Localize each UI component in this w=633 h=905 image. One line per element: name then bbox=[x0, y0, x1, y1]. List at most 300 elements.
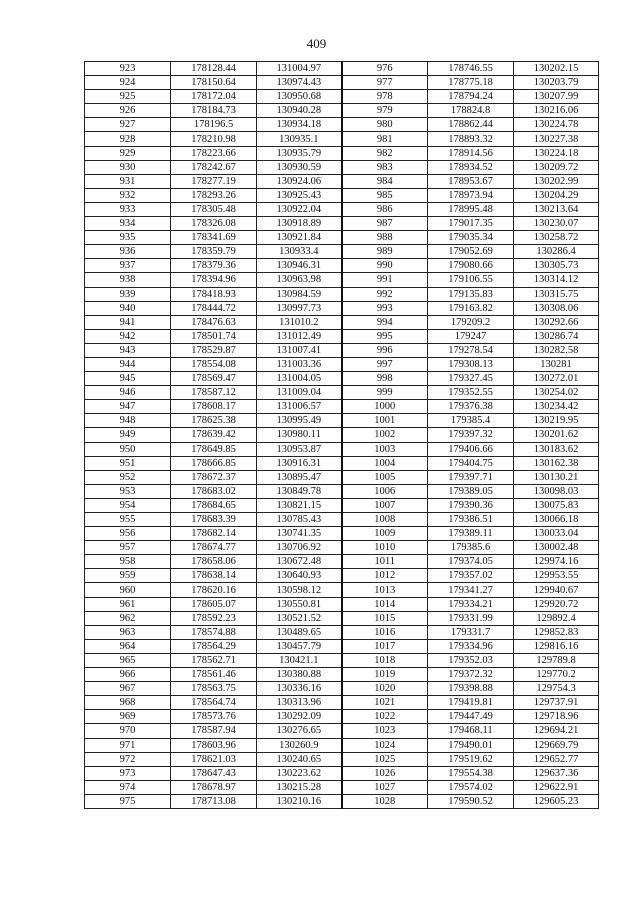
y-coordinate-cell: 130201.62 bbox=[514, 428, 599, 442]
x-coordinate-cell: 179341.27 bbox=[428, 583, 514, 597]
y-coordinate-cell: 130066.18 bbox=[514, 513, 599, 527]
point-number-cell: 991 bbox=[342, 273, 428, 287]
table-row bbox=[85, 682, 599, 696]
point-number-cell: 1015 bbox=[342, 611, 428, 625]
table-row bbox=[85, 738, 599, 752]
point-number-cell: 1028 bbox=[342, 794, 428, 808]
x-coordinate-cell: 179106.55 bbox=[428, 273, 514, 287]
y-coordinate-cell: 130315.75 bbox=[514, 287, 599, 301]
y-coordinate-cell: 131004.05 bbox=[257, 372, 342, 386]
point-number-cell: 1027 bbox=[342, 780, 428, 794]
x-coordinate-cell: 178995.48 bbox=[428, 202, 514, 216]
y-coordinate-cell: 131009.04 bbox=[257, 386, 342, 400]
x-coordinate-cell: 178242.67 bbox=[171, 160, 257, 174]
x-coordinate-cell: 179519.62 bbox=[428, 752, 514, 766]
x-coordinate-cell: 179406.66 bbox=[428, 442, 514, 456]
x-coordinate-cell: 178674.77 bbox=[171, 541, 257, 555]
y-coordinate-cell: 130240.65 bbox=[257, 752, 342, 766]
y-coordinate-cell: 130706.92 bbox=[257, 541, 342, 555]
y-coordinate-cell: 130209.72 bbox=[514, 160, 599, 174]
x-coordinate-cell: 178649.85 bbox=[171, 442, 257, 456]
point-number-cell: 934 bbox=[85, 217, 171, 231]
point-number-cell: 1025 bbox=[342, 752, 428, 766]
point-number-cell: 1014 bbox=[342, 597, 428, 611]
y-coordinate-cell: 129694.21 bbox=[514, 724, 599, 738]
x-coordinate-cell: 178672.37 bbox=[171, 470, 257, 484]
table-row bbox=[85, 188, 599, 202]
y-coordinate-cell: 130922.04 bbox=[257, 202, 342, 216]
y-coordinate-cell: 130935.1 bbox=[257, 132, 342, 146]
x-coordinate-cell: 178824.8 bbox=[428, 104, 514, 118]
y-coordinate-cell: 130204.29 bbox=[514, 188, 599, 202]
point-number-cell: 932 bbox=[85, 188, 171, 202]
point-number-cell: 935 bbox=[85, 231, 171, 245]
x-coordinate-cell: 178418.93 bbox=[171, 287, 257, 301]
table-row bbox=[85, 541, 599, 555]
x-coordinate-cell: 178554.08 bbox=[171, 357, 257, 371]
point-number-cell: 960 bbox=[85, 583, 171, 597]
table-row bbox=[85, 315, 599, 329]
point-number-cell: 971 bbox=[85, 738, 171, 752]
table-row bbox=[85, 752, 599, 766]
y-coordinate-cell: 130286.74 bbox=[514, 329, 599, 343]
point-number-cell: 1018 bbox=[342, 653, 428, 667]
point-number-cell: 1000 bbox=[342, 400, 428, 414]
x-coordinate-cell: 179386.51 bbox=[428, 513, 514, 527]
point-number-cell: 927 bbox=[85, 118, 171, 132]
x-coordinate-cell: 178587.12 bbox=[171, 386, 257, 400]
y-coordinate-cell: 129852.83 bbox=[514, 625, 599, 639]
x-coordinate-cell: 178794.24 bbox=[428, 90, 514, 104]
x-coordinate-cell: 179163.82 bbox=[428, 301, 514, 315]
point-number-cell: 1019 bbox=[342, 668, 428, 682]
point-number-cell: 974 bbox=[85, 780, 171, 794]
table-row bbox=[85, 724, 599, 738]
x-coordinate-cell: 179385.6 bbox=[428, 541, 514, 555]
y-coordinate-cell: 130258.72 bbox=[514, 231, 599, 245]
x-coordinate-cell: 179404.75 bbox=[428, 456, 514, 470]
x-coordinate-cell: 178953.67 bbox=[428, 174, 514, 188]
y-coordinate-cell: 130930.59 bbox=[257, 160, 342, 174]
point-number-cell: 943 bbox=[85, 343, 171, 357]
point-number-cell: 964 bbox=[85, 639, 171, 653]
table-row bbox=[85, 329, 599, 343]
y-coordinate-cell: 130895.47 bbox=[257, 470, 342, 484]
y-coordinate-cell: 131003.36 bbox=[257, 357, 342, 371]
point-number-cell: 1002 bbox=[342, 428, 428, 442]
point-number-cell: 941 bbox=[85, 315, 171, 329]
x-coordinate-cell: 178359.79 bbox=[171, 245, 257, 259]
y-coordinate-cell: 130946.31 bbox=[257, 259, 342, 273]
x-coordinate-cell: 178561.46 bbox=[171, 668, 257, 682]
table-row bbox=[85, 301, 599, 315]
table-row bbox=[85, 456, 599, 470]
x-coordinate-cell: 178379.36 bbox=[171, 259, 257, 273]
point-number-cell: 1023 bbox=[342, 724, 428, 738]
y-coordinate-cell: 130292.09 bbox=[257, 710, 342, 724]
point-number-cell: 925 bbox=[85, 90, 171, 104]
x-coordinate-cell: 178608.17 bbox=[171, 400, 257, 414]
x-coordinate-cell: 178501.74 bbox=[171, 329, 257, 343]
table-row bbox=[85, 118, 599, 132]
y-coordinate-cell: 130224.78 bbox=[514, 118, 599, 132]
x-coordinate-cell: 178150.64 bbox=[171, 76, 257, 90]
table-row bbox=[85, 146, 599, 160]
y-coordinate-cell: 130272.01 bbox=[514, 372, 599, 386]
y-coordinate-cell: 130995.49 bbox=[257, 414, 342, 428]
point-number-cell: 955 bbox=[85, 513, 171, 527]
y-coordinate-cell: 131006.57 bbox=[257, 400, 342, 414]
y-coordinate-cell: 130183.62 bbox=[514, 442, 599, 456]
y-coordinate-cell: 130033.04 bbox=[514, 527, 599, 541]
point-number-cell: 975 bbox=[85, 794, 171, 808]
table-row bbox=[85, 498, 599, 512]
y-coordinate-cell: 130380.88 bbox=[257, 668, 342, 682]
y-coordinate-cell: 129737.91 bbox=[514, 696, 599, 710]
y-coordinate-cell: 130227.38 bbox=[514, 132, 599, 146]
y-coordinate-cell: 130075.83 bbox=[514, 498, 599, 512]
table-row bbox=[85, 372, 599, 386]
point-number-cell: 1024 bbox=[342, 738, 428, 752]
x-coordinate-cell: 178647.43 bbox=[171, 766, 257, 780]
point-number-cell: 990 bbox=[342, 259, 428, 273]
table-row bbox=[85, 414, 599, 428]
point-number-cell: 954 bbox=[85, 498, 171, 512]
point-number-cell: 1010 bbox=[342, 541, 428, 555]
y-coordinate-cell: 130934.18 bbox=[257, 118, 342, 132]
point-number-cell: 981 bbox=[342, 132, 428, 146]
point-number-cell: 963 bbox=[85, 625, 171, 639]
y-coordinate-cell: 130785.43 bbox=[257, 513, 342, 527]
table-row bbox=[85, 259, 599, 273]
point-number-cell: 965 bbox=[85, 653, 171, 667]
y-coordinate-cell: 129789.8 bbox=[514, 653, 599, 667]
x-coordinate-cell: 179352.55 bbox=[428, 386, 514, 400]
x-coordinate-cell: 178574.88 bbox=[171, 625, 257, 639]
x-coordinate-cell: 179372.32 bbox=[428, 668, 514, 682]
y-coordinate-cell: 130980.11 bbox=[257, 428, 342, 442]
point-number-cell: 970 bbox=[85, 724, 171, 738]
x-coordinate-cell: 179334.21 bbox=[428, 597, 514, 611]
y-coordinate-cell: 129637.36 bbox=[514, 766, 599, 780]
y-coordinate-cell: 130234.42 bbox=[514, 400, 599, 414]
table-row bbox=[85, 273, 599, 287]
table-row bbox=[85, 625, 599, 639]
x-coordinate-cell: 178914.56 bbox=[428, 146, 514, 160]
point-number-cell: 1020 bbox=[342, 682, 428, 696]
x-coordinate-cell: 178678.97 bbox=[171, 780, 257, 794]
x-coordinate-cell: 178625.38 bbox=[171, 414, 257, 428]
table-row bbox=[85, 513, 599, 527]
x-coordinate-cell: 178223.66 bbox=[171, 146, 257, 160]
point-number-cell: 1021 bbox=[342, 696, 428, 710]
y-coordinate-cell: 130521.52 bbox=[257, 611, 342, 625]
x-coordinate-cell: 178529.87 bbox=[171, 343, 257, 357]
y-coordinate-cell: 129940.67 bbox=[514, 583, 599, 597]
y-coordinate-cell: 130308.06 bbox=[514, 301, 599, 315]
y-coordinate-cell: 130916.31 bbox=[257, 456, 342, 470]
x-coordinate-cell: 179490.01 bbox=[428, 738, 514, 752]
y-coordinate-cell: 129770.2 bbox=[514, 668, 599, 682]
y-coordinate-cell: 130950.68 bbox=[257, 90, 342, 104]
x-coordinate-cell: 179017.35 bbox=[428, 217, 514, 231]
point-number-cell: 946 bbox=[85, 386, 171, 400]
table-row bbox=[85, 484, 599, 498]
x-coordinate-cell: 178444.72 bbox=[171, 301, 257, 315]
x-coordinate-cell: 178277.19 bbox=[171, 174, 257, 188]
y-coordinate-cell: 130276.65 bbox=[257, 724, 342, 738]
y-coordinate-cell: 130216.06 bbox=[514, 104, 599, 118]
point-number-cell: 999 bbox=[342, 386, 428, 400]
point-number-cell: 993 bbox=[342, 301, 428, 315]
x-coordinate-cell: 178775.18 bbox=[428, 76, 514, 90]
point-number-cell: 956 bbox=[85, 527, 171, 541]
y-coordinate-cell: 130953.87 bbox=[257, 442, 342, 456]
point-number-cell: 985 bbox=[342, 188, 428, 202]
table-row bbox=[85, 386, 599, 400]
x-coordinate-cell: 179334.96 bbox=[428, 639, 514, 653]
y-coordinate-cell: 130215.28 bbox=[257, 780, 342, 794]
table-row bbox=[85, 174, 599, 188]
point-number-cell: 1011 bbox=[342, 555, 428, 569]
x-coordinate-cell: 178603.96 bbox=[171, 738, 257, 752]
table-row bbox=[85, 202, 599, 216]
y-coordinate-cell: 130305.73 bbox=[514, 259, 599, 273]
y-coordinate-cell: 129953.55 bbox=[514, 569, 599, 583]
x-coordinate-cell: 178620.16 bbox=[171, 583, 257, 597]
y-coordinate-cell: 130940.28 bbox=[257, 104, 342, 118]
x-coordinate-cell: 178973.94 bbox=[428, 188, 514, 202]
table-row bbox=[85, 287, 599, 301]
y-coordinate-cell: 130281 bbox=[514, 357, 599, 371]
point-number-cell: 968 bbox=[85, 696, 171, 710]
y-coordinate-cell: 130223.62 bbox=[257, 766, 342, 780]
point-number-cell: 1012 bbox=[342, 569, 428, 583]
point-number-cell: 928 bbox=[85, 132, 171, 146]
y-coordinate-cell: 130230.07 bbox=[514, 217, 599, 231]
y-coordinate-cell: 130935.79 bbox=[257, 146, 342, 160]
point-number-cell: 1003 bbox=[342, 442, 428, 456]
table-row bbox=[85, 343, 599, 357]
y-coordinate-cell: 131010.2 bbox=[257, 315, 342, 329]
point-number-cell: 942 bbox=[85, 329, 171, 343]
table-row bbox=[85, 639, 599, 653]
x-coordinate-cell: 178341.69 bbox=[171, 231, 257, 245]
point-number-cell: 988 bbox=[342, 231, 428, 245]
y-coordinate-cell: 131012.49 bbox=[257, 329, 342, 343]
y-coordinate-cell: 130924.06 bbox=[257, 174, 342, 188]
page-number: 409 bbox=[306, 36, 327, 51]
table-row bbox=[85, 555, 599, 569]
table-row bbox=[85, 357, 599, 371]
table-row bbox=[85, 76, 599, 90]
x-coordinate-cell: 179574.02 bbox=[428, 780, 514, 794]
x-coordinate-cell: 179389.05 bbox=[428, 484, 514, 498]
x-coordinate-cell: 178476.63 bbox=[171, 315, 257, 329]
point-number-cell: 1008 bbox=[342, 513, 428, 527]
table-row bbox=[85, 653, 599, 667]
x-coordinate-cell: 179468.11 bbox=[428, 724, 514, 738]
y-coordinate-cell: 129816.16 bbox=[514, 639, 599, 653]
y-coordinate-cell: 130203.79 bbox=[514, 76, 599, 90]
point-number-cell: 945 bbox=[85, 372, 171, 386]
y-coordinate-cell: 129754.3 bbox=[514, 682, 599, 696]
y-coordinate-cell: 130421.1 bbox=[257, 653, 342, 667]
y-coordinate-cell: 130210.16 bbox=[257, 794, 342, 808]
x-coordinate-cell: 179374.05 bbox=[428, 555, 514, 569]
y-coordinate-cell: 129892.4 bbox=[514, 611, 599, 625]
x-coordinate-cell: 178713.08 bbox=[171, 794, 257, 808]
point-number-cell: 949 bbox=[85, 428, 171, 442]
point-number-cell: 939 bbox=[85, 287, 171, 301]
table-row bbox=[85, 245, 599, 259]
x-coordinate-cell: 179331.7 bbox=[428, 625, 514, 639]
x-coordinate-cell: 179357.02 bbox=[428, 569, 514, 583]
x-coordinate-cell: 179327.45 bbox=[428, 372, 514, 386]
point-number-cell: 950 bbox=[85, 442, 171, 456]
x-coordinate-cell: 178196.5 bbox=[171, 118, 257, 132]
table-row bbox=[85, 400, 599, 414]
y-coordinate-cell: 130918.89 bbox=[257, 217, 342, 231]
point-number-cell: 989 bbox=[342, 245, 428, 259]
point-number-cell: 947 bbox=[85, 400, 171, 414]
y-coordinate-cell: 130213.64 bbox=[514, 202, 599, 216]
point-number-cell: 948 bbox=[85, 414, 171, 428]
point-number-cell: 952 bbox=[85, 470, 171, 484]
point-number-cell: 936 bbox=[85, 245, 171, 259]
table-row bbox=[85, 132, 599, 146]
x-coordinate-cell: 178639.42 bbox=[171, 428, 257, 442]
y-coordinate-cell: 130489.65 bbox=[257, 625, 342, 639]
point-number-cell: 1009 bbox=[342, 527, 428, 541]
point-number-cell: 983 bbox=[342, 160, 428, 174]
table-row bbox=[85, 569, 599, 583]
x-coordinate-cell: 178128.44 bbox=[171, 62, 257, 76]
y-coordinate-cell: 129974.16 bbox=[514, 555, 599, 569]
table-row bbox=[85, 442, 599, 456]
table-row bbox=[85, 696, 599, 710]
point-number-cell: 1022 bbox=[342, 710, 428, 724]
x-coordinate-cell: 179397.71 bbox=[428, 470, 514, 484]
point-number-cell: 930 bbox=[85, 160, 171, 174]
x-coordinate-cell: 179080.66 bbox=[428, 259, 514, 273]
coordinates-table bbox=[84, 61, 599, 809]
table-row bbox=[85, 231, 599, 245]
x-coordinate-cell: 178893.32 bbox=[428, 132, 514, 146]
table-row bbox=[85, 583, 599, 597]
x-coordinate-cell: 178587.94 bbox=[171, 724, 257, 738]
point-number-cell: 940 bbox=[85, 301, 171, 315]
x-coordinate-cell: 178569.47 bbox=[171, 372, 257, 386]
y-coordinate-cell: 130457.79 bbox=[257, 639, 342, 653]
y-coordinate-cell: 129652.77 bbox=[514, 752, 599, 766]
x-coordinate-cell: 179135.83 bbox=[428, 287, 514, 301]
x-coordinate-cell: 178573.76 bbox=[171, 710, 257, 724]
point-number-cell: 923 bbox=[85, 62, 171, 76]
point-number-cell: 1005 bbox=[342, 470, 428, 484]
point-number-cell: 1007 bbox=[342, 498, 428, 512]
x-coordinate-cell: 178562.71 bbox=[171, 653, 257, 667]
x-coordinate-cell: 179419.81 bbox=[428, 696, 514, 710]
x-coordinate-cell: 179554.38 bbox=[428, 766, 514, 780]
x-coordinate-cell: 178658.06 bbox=[171, 555, 257, 569]
point-number-cell: 938 bbox=[85, 273, 171, 287]
x-coordinate-cell: 179247 bbox=[428, 329, 514, 343]
y-coordinate-cell: 130974.43 bbox=[257, 76, 342, 90]
point-number-cell: 1001 bbox=[342, 414, 428, 428]
x-coordinate-cell: 178684.65 bbox=[171, 498, 257, 512]
x-coordinate-cell: 178563.75 bbox=[171, 682, 257, 696]
point-number-cell: 951 bbox=[85, 456, 171, 470]
point-number-cell: 962 bbox=[85, 611, 171, 625]
point-number-cell: 984 bbox=[342, 174, 428, 188]
table-row bbox=[85, 597, 599, 611]
table-row bbox=[85, 527, 599, 541]
x-coordinate-cell: 178862.44 bbox=[428, 118, 514, 132]
x-coordinate-cell: 178305.48 bbox=[171, 202, 257, 216]
point-number-cell: 953 bbox=[85, 484, 171, 498]
x-coordinate-cell: 179308.13 bbox=[428, 357, 514, 371]
point-number-cell: 937 bbox=[85, 259, 171, 273]
table-row bbox=[85, 217, 599, 231]
point-number-cell: 924 bbox=[85, 76, 171, 90]
y-coordinate-cell: 130224.18 bbox=[514, 146, 599, 160]
y-coordinate-cell: 130219.95 bbox=[514, 414, 599, 428]
table-row bbox=[85, 470, 599, 484]
y-coordinate-cell: 130292.66 bbox=[514, 315, 599, 329]
x-coordinate-cell: 178326.08 bbox=[171, 217, 257, 231]
y-coordinate-cell: 130921.84 bbox=[257, 231, 342, 245]
point-number-cell: 966 bbox=[85, 668, 171, 682]
point-number-cell: 1026 bbox=[342, 766, 428, 780]
point-number-cell: 961 bbox=[85, 597, 171, 611]
point-number-cell: 1013 bbox=[342, 583, 428, 597]
point-number-cell: 992 bbox=[342, 287, 428, 301]
y-coordinate-cell: 130130.21 bbox=[514, 470, 599, 484]
y-coordinate-cell: 130207.99 bbox=[514, 90, 599, 104]
table-row bbox=[85, 90, 599, 104]
point-number-cell: 987 bbox=[342, 217, 428, 231]
y-coordinate-cell: 130314.12 bbox=[514, 273, 599, 287]
point-number-cell: 972 bbox=[85, 752, 171, 766]
point-number-cell: 944 bbox=[85, 357, 171, 371]
x-coordinate-cell: 179035.34 bbox=[428, 231, 514, 245]
x-coordinate-cell: 178666.85 bbox=[171, 456, 257, 470]
point-number-cell: 976 bbox=[342, 62, 428, 76]
y-coordinate-cell: 130640.93 bbox=[257, 569, 342, 583]
y-coordinate-cell: 130933.4 bbox=[257, 245, 342, 259]
point-number-cell: 1017 bbox=[342, 639, 428, 653]
point-number-cell: 973 bbox=[85, 766, 171, 780]
x-coordinate-cell: 179389.11 bbox=[428, 527, 514, 541]
x-coordinate-cell: 179352.03 bbox=[428, 653, 514, 667]
y-coordinate-cell: 129669.79 bbox=[514, 738, 599, 752]
table-row bbox=[85, 766, 599, 780]
y-coordinate-cell: 130282.58 bbox=[514, 343, 599, 357]
x-coordinate-cell: 178394.96 bbox=[171, 273, 257, 287]
point-number-cell: 996 bbox=[342, 343, 428, 357]
x-coordinate-cell: 179398.88 bbox=[428, 682, 514, 696]
point-number-cell: 980 bbox=[342, 118, 428, 132]
y-coordinate-cell: 131004.97 bbox=[257, 62, 342, 76]
point-number-cell: 994 bbox=[342, 315, 428, 329]
y-coordinate-cell: 130598.12 bbox=[257, 583, 342, 597]
point-number-cell: 967 bbox=[85, 682, 171, 696]
x-coordinate-cell: 178210.98 bbox=[171, 132, 257, 146]
y-coordinate-cell: 130286.4 bbox=[514, 245, 599, 259]
x-coordinate-cell: 178172.04 bbox=[171, 90, 257, 104]
y-coordinate-cell: 130202.99 bbox=[514, 174, 599, 188]
